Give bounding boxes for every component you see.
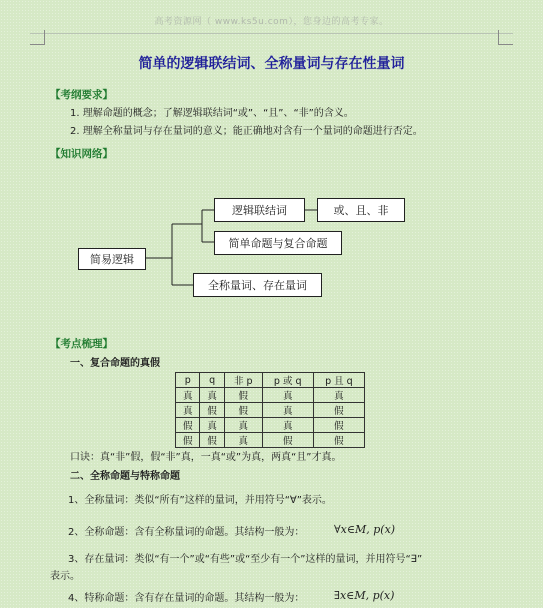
item-existential-proposition: 4、特称命题：含有存在量词的命题。其结构一般为： [68,593,305,604]
page-header: 高考资源网（ www.ks5u.com），您身边的高考专家。 [154,17,389,27]
table-row [176,418,365,433]
section-network: 【知识网络】 [50,148,113,160]
requirement-item: 1. 理解命题的概念；了解逻辑联结词“或”、“且”、“非”的含义。 [70,108,354,119]
section-points: 【考点梳理】 [50,338,113,350]
table-cell: 假 [313,418,364,433]
table-cell: 真 [224,418,262,433]
diagram-root: 简易逻辑 [78,248,146,270]
table-cell: 真 [200,418,224,433]
formula-universal: ∀x∈M, p(x) [334,523,396,536]
requirement-item: 2. 理解全称量词与存在量词的意义；能正确地对含有一个量词的命题进行否定。 [70,126,423,137]
heading-compound-truth: 一、复合命题的真假 [70,358,160,369]
table-cell: 假 [176,433,200,448]
table-cell: 真 [262,388,313,403]
diagram-node-quantifiers: 全称量词、存在量词 [193,273,322,297]
table-header: q [200,373,224,388]
table-header: p [176,373,200,388]
diagram-node-propositions: 简单命题与复合命题 [214,231,342,255]
table-cell: 真 [176,403,200,418]
table-cell: 假 [200,433,224,448]
table-cell: 假 [224,388,262,403]
table-cell: 假 [313,403,364,418]
item-existential-quantifier: 3、存在量词：类似“有一个”或“有些”或“至少有一个”这样的量词，并用符号“∃” [68,554,423,565]
table-cell: 真 [224,433,262,448]
formula-existential: ∃x∈M, p(x) [334,589,395,602]
table-cell: 假 [176,418,200,433]
table-header-row [176,373,365,388]
table-cell: 假 [262,433,313,448]
table-header: 非 p [224,373,262,388]
mnemonic-text: 口诀：真“非”假，假“非”真，一真“或”为真，两真“且”才真。 [70,452,342,463]
table-cell: 假 [224,403,262,418]
table-header: p 且 q [313,373,364,388]
diagram-node-or-and-not: 或、且、非 [317,198,405,222]
table-cell: 真 [200,388,224,403]
item-universal-quantifier: 1、全称量词：类似“所有”这样的量词，并用符号“∀”表示。 [68,495,332,506]
table-cell: 假 [313,433,364,448]
section-requirements: 【考纲要求】 [50,89,113,101]
table-header: p 或 q [262,373,313,388]
table-cell: 真 [313,388,364,403]
table-row [176,403,365,418]
item-existential-quantifier-cont: 表示。 [50,571,80,582]
diagram-node-connectives: 逻辑联结词 [214,198,305,222]
table-row [176,388,365,403]
table-cell: 假 [200,403,224,418]
table-cell: 真 [262,403,313,418]
item-universal-proposition: 2、全称命题：含有全称量词的命题。其结构一般为： [68,527,305,538]
table-row [176,433,365,448]
table-cell: 真 [176,388,200,403]
heading-quantified-propositions: 二、全称命题与特称命题 [70,471,180,482]
table-cell: 真 [262,418,313,433]
truth-table [175,372,365,448]
document-title: 简单的逻辑联结词、全称量词与存在性量词 [138,56,405,72]
